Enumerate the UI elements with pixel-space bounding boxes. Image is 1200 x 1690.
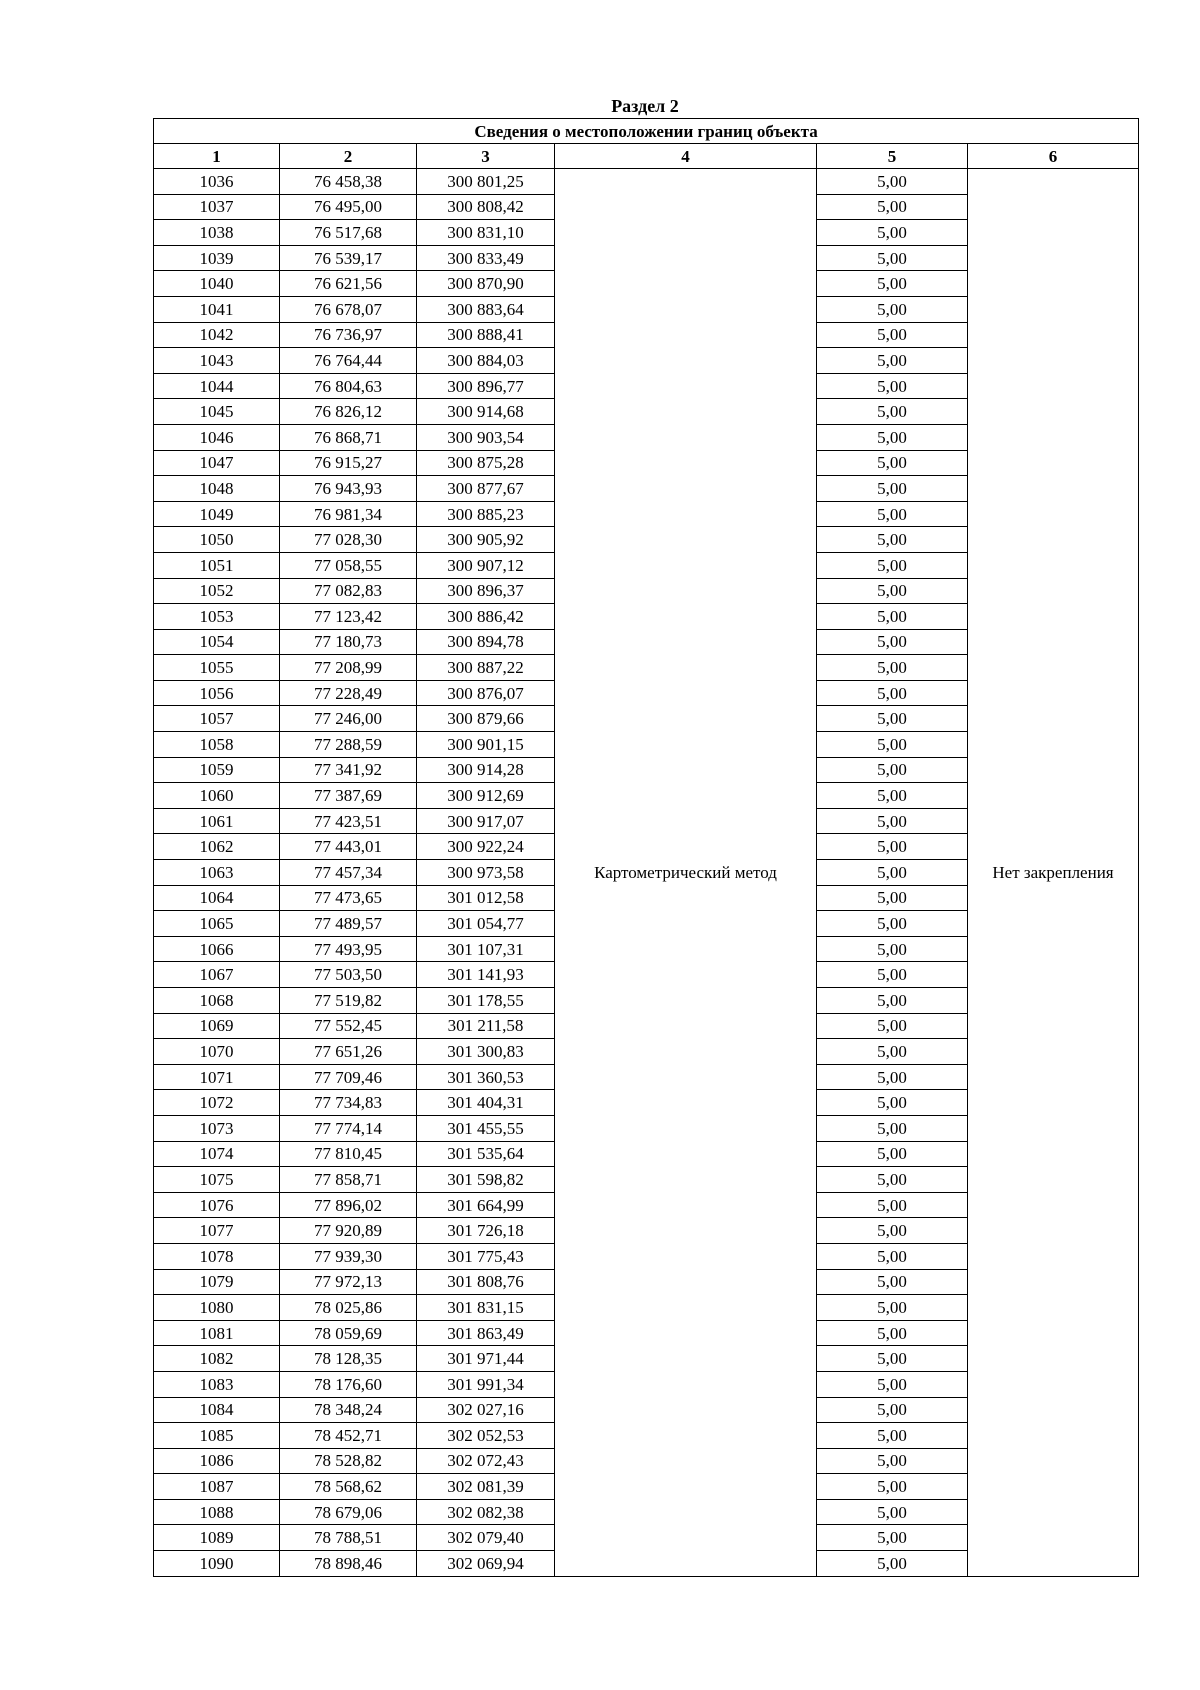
point-number-cell: 1053 [154,604,280,630]
precision-cell: 5,00 [817,1039,968,1065]
x-coordinate-cell: 77 920,89 [280,1218,417,1244]
x-coordinate-cell: 77 493,95 [280,936,417,962]
y-coordinate-cell: 301 726,18 [417,1218,555,1244]
y-coordinate-cell: 301 775,43 [417,1243,555,1269]
point-number-cell: 1087 [154,1474,280,1500]
point-number-cell: 1082 [154,1346,280,1372]
point-number-cell: 1063 [154,860,280,886]
column-number-1: 1 [154,144,280,169]
precision-cell: 5,00 [817,296,968,322]
section-title: Раздел 2 [611,96,679,116]
x-coordinate-cell: 77 519,82 [280,988,417,1014]
precision-cell: 5,00 [817,1320,968,1346]
x-coordinate-cell: 77 123,42 [280,604,417,630]
x-coordinate-cell: 77 082,83 [280,578,417,604]
x-coordinate-cell: 78 679,06 [280,1499,417,1525]
y-coordinate-cell: 300 801,25 [417,169,555,195]
y-coordinate-cell: 300 905,92 [417,527,555,553]
y-coordinate-cell: 300 831,10 [417,220,555,246]
y-coordinate-cell: 300 894,78 [417,629,555,655]
point-number-cell: 1077 [154,1218,280,1244]
point-number-cell: 1061 [154,808,280,834]
precision-cell: 5,00 [817,1090,968,1116]
y-coordinate-cell: 301 054,77 [417,911,555,937]
x-coordinate-cell: 77 858,71 [280,1167,417,1193]
point-number-cell: 1064 [154,885,280,911]
column-number-3: 3 [417,144,555,169]
point-number-cell: 1081 [154,1320,280,1346]
y-coordinate-cell: 300 885,23 [417,501,555,527]
precision-cell: 5,00 [817,604,968,630]
point-number-cell: 1070 [154,1039,280,1065]
point-number-cell: 1045 [154,399,280,425]
point-number-cell: 1084 [154,1397,280,1423]
precision-cell: 5,00 [817,936,968,962]
precision-cell: 5,00 [817,450,968,476]
precision-cell: 5,00 [817,885,968,911]
y-coordinate-cell: 300 884,03 [417,348,555,374]
y-coordinate-cell: 302 081,39 [417,1474,555,1500]
y-coordinate-cell: 300 901,15 [417,732,555,758]
x-coordinate-cell: 78 788,51 [280,1525,417,1551]
x-coordinate-cell: 76 868,71 [280,424,417,450]
y-coordinate-cell: 300 914,68 [417,399,555,425]
y-coordinate-cell: 300 883,64 [417,296,555,322]
point-number-cell: 1079 [154,1269,280,1295]
precision-cell: 5,00 [817,860,968,886]
point-number-cell: 1074 [154,1141,280,1167]
precision-cell: 5,00 [817,271,968,297]
precision-cell: 5,00 [817,1295,968,1321]
precision-cell: 5,00 [817,527,968,553]
point-number-cell: 1047 [154,450,280,476]
x-coordinate-cell: 77 180,73 [280,629,417,655]
precision-cell: 5,00 [817,348,968,374]
point-number-cell: 1072 [154,1090,280,1116]
precision-cell: 5,00 [817,1525,968,1551]
y-coordinate-cell: 300 907,12 [417,552,555,578]
y-coordinate-cell: 301 535,64 [417,1141,555,1167]
point-number-cell: 1049 [154,501,280,527]
x-coordinate-cell: 76 495,00 [280,194,417,220]
y-coordinate-cell: 301 107,31 [417,936,555,962]
point-number-cell: 1050 [154,527,280,553]
precision-cell: 5,00 [817,1141,968,1167]
y-coordinate-cell: 300 917,07 [417,808,555,834]
point-number-cell: 1062 [154,834,280,860]
precision-cell: 5,00 [817,1115,968,1141]
precision-cell: 5,00 [817,1423,968,1449]
x-coordinate-cell: 76 981,34 [280,501,417,527]
point-number-cell: 1037 [154,194,280,220]
table-row [154,169,1139,195]
point-number-cell: 1071 [154,1064,280,1090]
point-number-cell: 1060 [154,783,280,809]
column-number-6: 6 [968,144,1139,169]
point-number-cell: 1076 [154,1192,280,1218]
y-coordinate-cell: 301 360,53 [417,1064,555,1090]
point-number-cell: 1043 [154,348,280,374]
point-number-cell: 1078 [154,1243,280,1269]
y-coordinate-cell: 302 079,40 [417,1525,555,1551]
y-coordinate-cell: 300 877,67 [417,476,555,502]
x-coordinate-cell: 76 539,17 [280,245,417,271]
x-coordinate-cell: 77 457,34 [280,860,417,886]
x-coordinate-cell: 76 621,56 [280,271,417,297]
point-number-cell: 1044 [154,373,280,399]
point-number-cell: 1086 [154,1448,280,1474]
y-coordinate-cell: 301 455,55 [417,1115,555,1141]
precision-cell: 5,00 [817,1346,968,1372]
column-number-4: 4 [555,144,817,169]
y-coordinate-cell: 300 879,66 [417,706,555,732]
point-number-cell: 1068 [154,988,280,1014]
point-number-cell: 1088 [154,1499,280,1525]
precision-cell: 5,00 [817,578,968,604]
x-coordinate-cell: 77 208,99 [280,655,417,681]
y-coordinate-cell: 301 991,34 [417,1371,555,1397]
point-number-cell: 1040 [154,271,280,297]
y-coordinate-cell: 300 870,90 [417,271,555,297]
precision-cell: 5,00 [817,1551,968,1577]
y-coordinate-cell: 300 875,28 [417,450,555,476]
x-coordinate-cell: 78 568,62 [280,1474,417,1500]
point-number-cell: 1080 [154,1295,280,1321]
y-coordinate-cell: 300 888,41 [417,322,555,348]
precision-cell: 5,00 [817,1269,968,1295]
x-coordinate-cell: 76 736,97 [280,322,417,348]
x-coordinate-cell: 78 898,46 [280,1551,417,1577]
point-number-cell: 1042 [154,322,280,348]
point-number-cell: 1051 [154,552,280,578]
precision-cell: 5,00 [817,757,968,783]
precision-cell: 5,00 [817,962,968,988]
table-body [154,169,1139,1577]
y-coordinate-cell: 300 914,28 [417,757,555,783]
x-coordinate-cell: 77 734,83 [280,1090,417,1116]
y-coordinate-cell: 301 863,49 [417,1320,555,1346]
x-coordinate-cell: 76 826,12 [280,399,417,425]
precision-cell: 5,00 [817,245,968,271]
point-number-cell: 1058 [154,732,280,758]
x-coordinate-cell: 77 423,51 [280,808,417,834]
y-coordinate-cell: 300 886,42 [417,604,555,630]
precision-cell: 5,00 [817,1474,968,1500]
y-coordinate-cell: 300 922,24 [417,834,555,860]
point-number-cell: 1039 [154,245,280,271]
point-number-cell: 1075 [154,1167,280,1193]
y-coordinate-cell: 300 896,77 [417,373,555,399]
precision-cell: 5,00 [817,399,968,425]
precision-cell: 5,00 [817,834,968,860]
precision-cell: 5,00 [817,706,968,732]
x-coordinate-cell: 76 915,27 [280,450,417,476]
x-coordinate-cell: 77 972,13 [280,1269,417,1295]
point-number-cell: 1057 [154,706,280,732]
y-coordinate-cell: 302 052,53 [417,1423,555,1449]
table-caption: Сведения о местоположении границ объекта [154,119,1139,144]
precision-cell: 5,00 [817,783,968,809]
point-number-cell: 1069 [154,1013,280,1039]
precision-cell: 5,00 [817,194,968,220]
y-coordinate-cell: 302 072,43 [417,1448,555,1474]
x-coordinate-cell: 77 288,59 [280,732,417,758]
x-coordinate-cell: 77 552,45 [280,1013,417,1039]
coordinates-sheet [153,118,1138,1577]
x-coordinate-cell: 76 678,07 [280,296,417,322]
x-coordinate-cell: 78 059,69 [280,1320,417,1346]
precision-cell: 5,00 [817,732,968,758]
column-number-2: 2 [280,144,417,169]
y-coordinate-cell: 300 833,49 [417,245,555,271]
y-coordinate-cell: 302 069,94 [417,1551,555,1577]
point-number-cell: 1059 [154,757,280,783]
y-coordinate-cell: 301 598,82 [417,1167,555,1193]
point-number-cell: 1055 [154,655,280,681]
y-coordinate-cell: 300 912,69 [417,783,555,809]
y-coordinate-cell: 301 808,76 [417,1269,555,1295]
x-coordinate-cell: 77 473,65 [280,885,417,911]
x-coordinate-cell: 77 709,46 [280,1064,417,1090]
x-coordinate-cell: 76 804,63 [280,373,417,399]
x-coordinate-cell: 77 651,26 [280,1039,417,1065]
x-coordinate-cell: 77 387,69 [280,783,417,809]
y-coordinate-cell: 300 896,37 [417,578,555,604]
precision-cell: 5,00 [817,1448,968,1474]
y-coordinate-cell: 301 141,93 [417,962,555,988]
precision-cell: 5,00 [817,552,968,578]
point-number-cell: 1048 [154,476,280,502]
y-coordinate-cell: 300 973,58 [417,860,555,886]
precision-cell: 5,00 [817,1397,968,1423]
point-number-cell: 1089 [154,1525,280,1551]
point-number-cell: 1065 [154,911,280,937]
y-coordinate-cell: 301 404,31 [417,1090,555,1116]
y-coordinate-cell: 302 027,16 [417,1397,555,1423]
x-coordinate-cell: 77 489,57 [280,911,417,937]
precision-cell: 5,00 [817,911,968,937]
precision-cell: 5,00 [817,655,968,681]
precision-cell: 5,00 [817,501,968,527]
y-coordinate-cell: 300 808,42 [417,194,555,220]
precision-cell: 5,00 [817,1167,968,1193]
point-number-cell: 1073 [154,1115,280,1141]
x-coordinate-cell: 77 939,30 [280,1243,417,1269]
y-coordinate-cell: 301 178,55 [417,988,555,1014]
point-number-cell: 1038 [154,220,280,246]
y-coordinate-cell: 301 211,58 [417,1013,555,1039]
y-coordinate-cell: 301 971,44 [417,1346,555,1372]
precision-cell: 5,00 [817,988,968,1014]
y-coordinate-cell: 300 876,07 [417,680,555,706]
precision-cell: 5,00 [817,1499,968,1525]
x-coordinate-cell: 78 348,24 [280,1397,417,1423]
precision-cell: 5,00 [817,808,968,834]
x-coordinate-cell: 77 246,00 [280,706,417,732]
point-number-cell: 1054 [154,629,280,655]
point-number-cell: 1090 [154,1551,280,1577]
method-cell: Картометрический метод [555,169,817,1577]
point-number-cell: 1046 [154,424,280,450]
point-number-cell: 1067 [154,962,280,988]
precision-cell: 5,00 [817,680,968,706]
y-coordinate-cell: 301 300,83 [417,1039,555,1065]
y-coordinate-cell: 301 664,99 [417,1192,555,1218]
precision-cell: 5,00 [817,1218,968,1244]
y-coordinate-cell: 300 887,22 [417,655,555,681]
precision-cell: 5,00 [817,220,968,246]
point-number-cell: 1052 [154,578,280,604]
x-coordinate-cell: 76 764,44 [280,348,417,374]
x-coordinate-cell: 77 443,01 [280,834,417,860]
x-coordinate-cell: 77 774,14 [280,1115,417,1141]
precision-cell: 5,00 [817,1243,968,1269]
x-coordinate-cell: 77 341,92 [280,757,417,783]
boundary-coordinates-table [153,118,1139,1577]
y-coordinate-cell: 302 082,38 [417,1499,555,1525]
x-coordinate-cell: 77 503,50 [280,962,417,988]
fixing-cell: Нет закрепления [968,169,1139,1577]
precision-cell: 5,00 [817,322,968,348]
precision-cell: 5,00 [817,1013,968,1039]
precision-cell: 5,00 [817,1064,968,1090]
y-coordinate-cell: 301 831,15 [417,1295,555,1321]
point-number-cell: 1041 [154,296,280,322]
x-coordinate-cell: 77 896,02 [280,1192,417,1218]
x-coordinate-cell: 78 528,82 [280,1448,417,1474]
x-coordinate-cell: 78 128,35 [280,1346,417,1372]
point-number-cell: 1083 [154,1371,280,1397]
x-coordinate-cell: 77 058,55 [280,552,417,578]
y-coordinate-cell: 300 903,54 [417,424,555,450]
x-coordinate-cell: 76 458,38 [280,169,417,195]
precision-cell: 5,00 [817,629,968,655]
x-coordinate-cell: 76 943,93 [280,476,417,502]
column-number-5: 5 [817,144,968,169]
x-coordinate-cell: 77 028,30 [280,527,417,553]
point-number-cell: 1056 [154,680,280,706]
precision-cell: 5,00 [817,424,968,450]
x-coordinate-cell: 77 228,49 [280,680,417,706]
x-coordinate-cell: 78 176,60 [280,1371,417,1397]
precision-cell: 5,00 [817,169,968,195]
point-number-cell: 1085 [154,1423,280,1449]
precision-cell: 5,00 [817,476,968,502]
y-coordinate-cell: 301 012,58 [417,885,555,911]
point-number-cell: 1036 [154,169,280,195]
x-coordinate-cell: 77 810,45 [280,1141,417,1167]
precision-cell: 5,00 [817,1371,968,1397]
precision-cell: 5,00 [817,373,968,399]
x-coordinate-cell: 78 025,86 [280,1295,417,1321]
precision-cell: 5,00 [817,1192,968,1218]
point-number-cell: 1066 [154,936,280,962]
x-coordinate-cell: 76 517,68 [280,220,417,246]
x-coordinate-cell: 78 452,71 [280,1423,417,1449]
